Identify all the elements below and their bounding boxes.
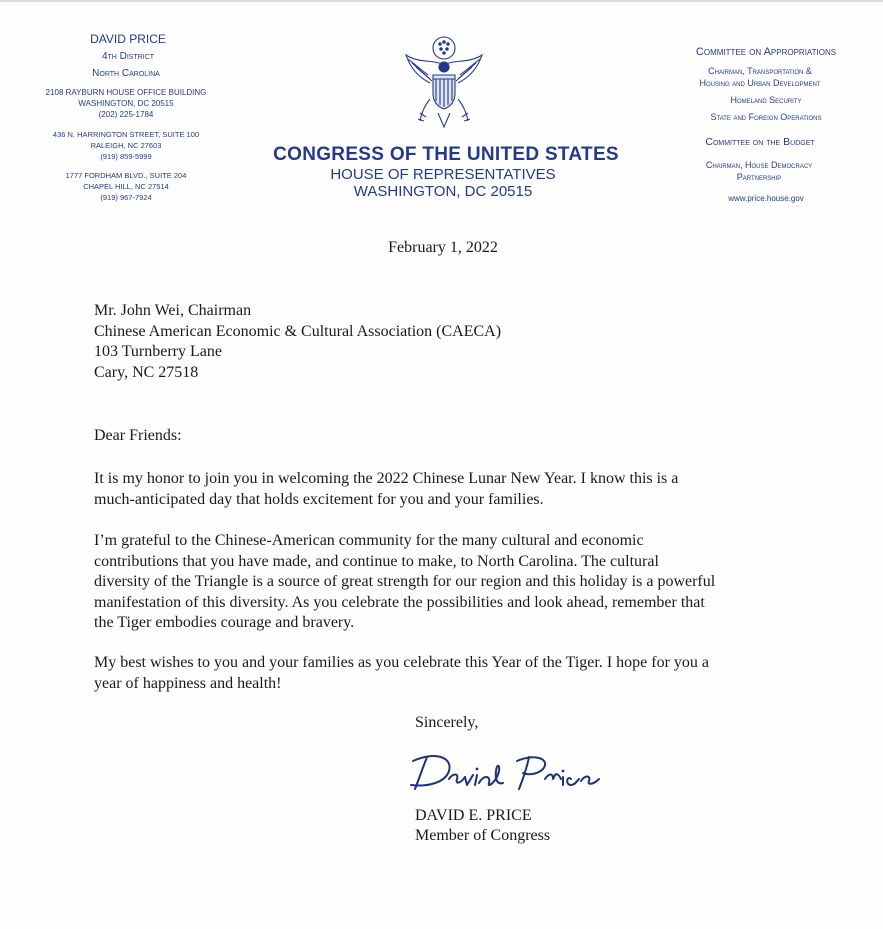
committee-role: Partnership (736, 172, 782, 182)
office-address-line: 436 N. HARRINGTON STREET, SUITE 100 (52, 130, 200, 139)
subcommittee: State and Foreign Operations (710, 112, 822, 122)
body-paragraph (94, 469, 814, 510)
recipient-line: Mr. John Wei, Chairman (94, 302, 252, 319)
office-address-line: CHAPEL HILL, NC 27514 (83, 182, 169, 191)
body-paragraph (94, 653, 814, 694)
website-link: www.price.house.gov (728, 194, 804, 203)
paragraph-line: manifestation of this diversity. As you celebrate the possibilities and look ahead, remember that (94, 593, 705, 611)
subcommittee: Homeland Security (730, 95, 802, 105)
letter-date: February 1, 2022 (388, 239, 498, 256)
great-seal-eagle-icon (398, 33, 490, 133)
committee-role: Housing and Urban Development (699, 78, 821, 88)
office-phone: (202) 225-1784 (98, 110, 154, 119)
body-paragraph (94, 531, 814, 634)
recipient-line: Chinese American Economic & Cultural Association (CAECA) (94, 323, 502, 340)
committee-role: Chairman, House Democracy (705, 160, 813, 170)
closing: Sincerely, (415, 714, 479, 731)
office-address-line: RALEIGH, NC 27603 (90, 141, 162, 150)
paragraph-line: It is my honor to join you in welcoming the 2022 Chinese Lunar New Year. I know this is a (94, 470, 679, 487)
office-phone: (919) 967-7924 (100, 193, 152, 202)
member-district: 4th District (101, 51, 155, 62)
office-address-line: 1777 FORDHAM BLVD., SUITE 204 (65, 171, 187, 180)
committee-budget: Committee on the Budget (705, 136, 815, 148)
chamber-name: HOUSE OF REPRESENTATIVES (330, 166, 556, 183)
handwritten-signature (405, 745, 615, 795)
signer-name: DAVID E. PRICE (415, 807, 532, 824)
paragraph-line: My best wishes to you and your families as you celebrate this Year of the Tiger. I hope for you a (94, 654, 710, 671)
office-address-line: 2108 RAYBURN HOUSE OFFICE BUILDING (45, 88, 207, 97)
paragraph-line: diversity of the Triangle is a source of great strength for our region and this holiday is a powerful (94, 573, 716, 590)
paragraph-line: year of happiness and health! (94, 674, 282, 692)
recipient-line: Cary, NC 27518 (94, 364, 199, 381)
office-phone: (919) 859-5999 (100, 152, 152, 161)
paragraph-line: I’m grateful to the Chinese-American community for the many cultural and economic (94, 532, 644, 549)
paragraph-line: contributions that you have made, and continue to make, to North Carolina. The cultural (94, 552, 659, 570)
member-name: DAVID PRICE (90, 32, 166, 46)
chamber-city: WASHINGTON, DC 20515 (353, 183, 533, 200)
signer-title: Member of Congress (415, 827, 551, 844)
page-top-border (0, 0, 883, 2)
paragraph-line: the Tiger embodies courage and bravery. (94, 614, 355, 631)
salutation: Dear Friends: (94, 427, 182, 444)
committee-role: Chairman, Transportation & (708, 66, 812, 76)
committee-appropriations: Committee on Appropriations (695, 46, 837, 58)
recipient-line: 103 Turnberry Lane (94, 343, 222, 360)
member-state: North Carolina (92, 68, 160, 79)
congress-title: CONGRESS OF THE UNITED STATES (273, 144, 619, 165)
office-address-line: WASHINGTON, DC 20515 (78, 99, 174, 108)
paragraph-line: much-anticipated day that holds excitement for you and your families. (94, 490, 544, 508)
